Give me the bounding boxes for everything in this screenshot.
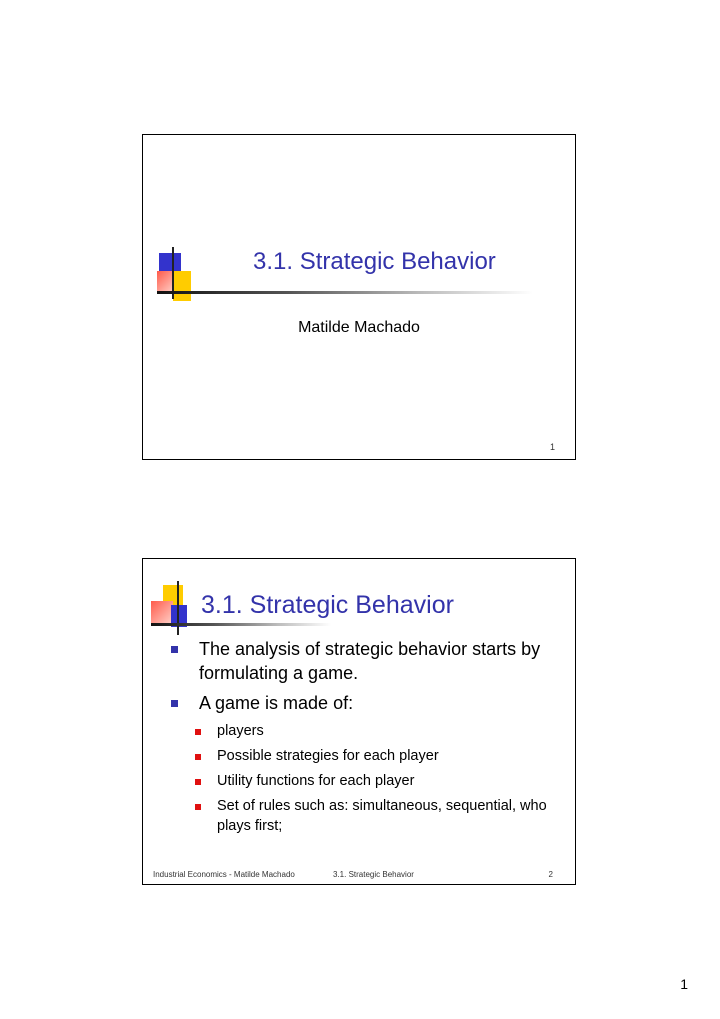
- slide-title: 3.1. Strategic Behavior: [253, 248, 496, 275]
- square-bullet-icon: [171, 700, 178, 707]
- slide-number: 1: [549, 442, 555, 452]
- title-underline: [151, 623, 331, 626]
- square-bullet-icon: [195, 729, 201, 735]
- sub-list-item: Set of rules such as: simultaneous, sequential, who plays first;: [143, 796, 567, 836]
- slide-number: 2: [548, 870, 553, 879]
- list-item: The analysis of strategic behavior starts by formulating a game.: [143, 637, 579, 685]
- list-item: A game is made of:: [143, 691, 579, 715]
- sub-list-item: Possible strategies for each player: [143, 746, 567, 766]
- title-underline: [157, 291, 533, 294]
- slide-author: Matilde Machado: [298, 319, 420, 336]
- square-bullet-icon: [195, 804, 201, 810]
- footer-author: Industrial Economics - Matilde Machado: [153, 870, 295, 879]
- slide-1: [142, 134, 576, 460]
- footer-title: 3.1. Strategic Behavior: [333, 870, 414, 879]
- bullet-list: [143, 637, 575, 841]
- slide-2: [142, 558, 576, 885]
- slide-title: 3.1. Strategic Behavior: [201, 591, 454, 619]
- sub-list-item: Utility functions for each player: [143, 771, 567, 791]
- page-number: 1: [680, 976, 688, 992]
- square-bullet-icon: [195, 779, 201, 785]
- square-bullet-icon: [171, 646, 178, 653]
- square-bullet-icon: [195, 754, 201, 760]
- sub-list-item: players: [143, 721, 567, 741]
